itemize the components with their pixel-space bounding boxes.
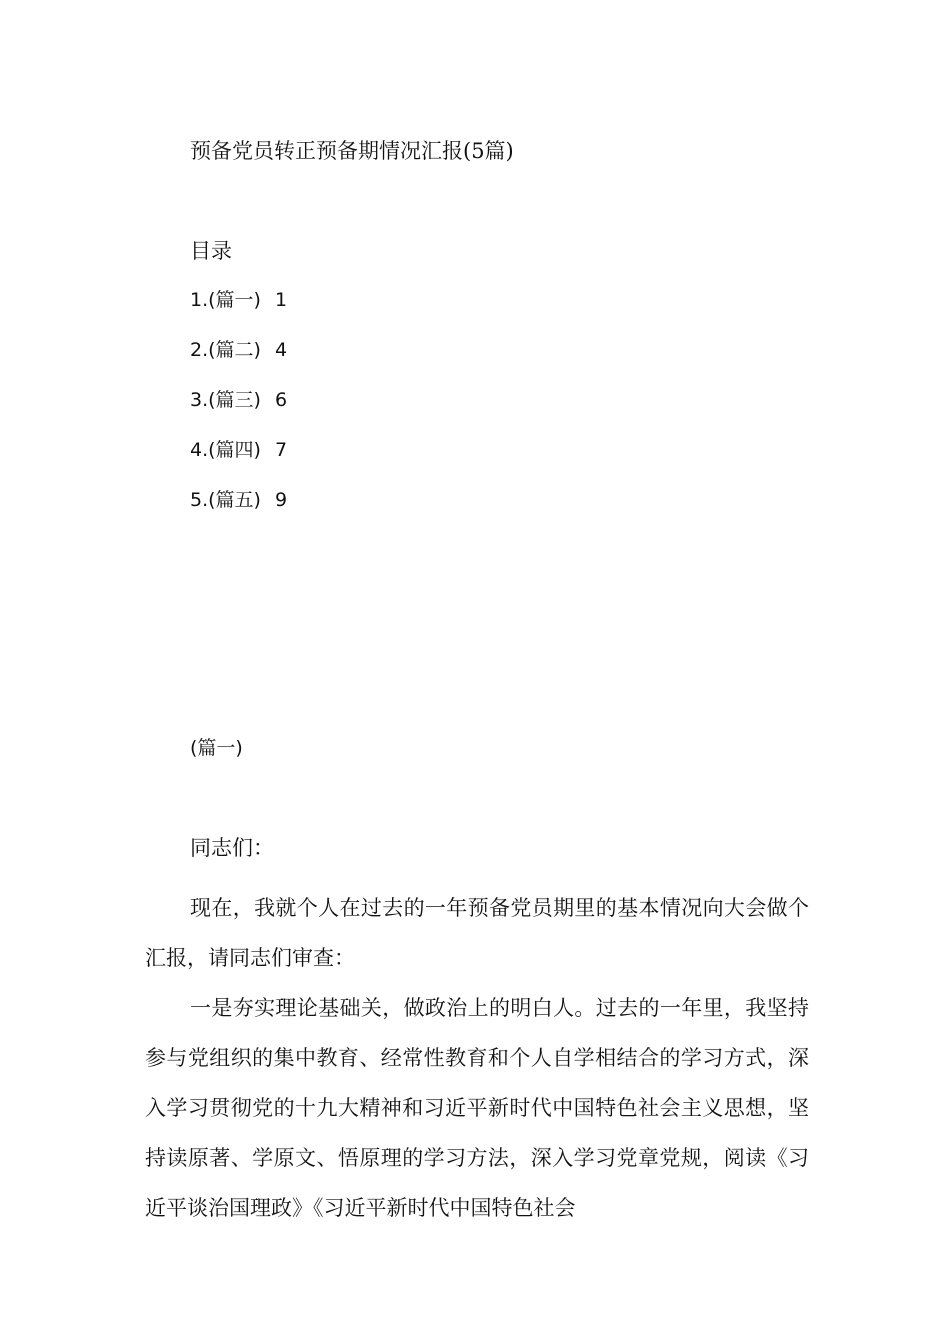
document-title: 预备党员转正预备期情况汇报(5篇) [190, 139, 514, 163]
toc-item-page: 6 [274, 389, 288, 411]
body-paragraph: 一是夯实理论基础关，做政治上的明白人。过去的一年里，我坚持参与党组织的集中教育、经常性教育和个人自学相结合的学习方式，深入学习贯彻党的十九大精神和习近平新时代中国特色社会主义思想，坚持读原著、学原文、悟原理的学习方法，深入学习党章党规，阅读《习近平谈治国理政》《习近平新时代中国特色社会 [145, 996, 809, 1220]
toc-heading: 目录 [190, 239, 232, 263]
toc-item[interactable] [190, 385, 287, 435]
body-paragraph: 现在，我就个人在过去的一年预备党员期里的基本情况向大会做个汇报，请同志们审查： [145, 896, 809, 970]
salutation: 同志们： [190, 836, 274, 860]
toc-item-label: 4.(篇四) [190, 439, 261, 461]
toc-item-page: 4 [274, 339, 288, 361]
toc-item-label: 3.(篇三) [190, 389, 261, 411]
toc-item-label: 1.(篇一) [190, 289, 261, 311]
toc-item[interactable] [190, 435, 287, 485]
section-body [145, 883, 809, 1233]
toc-item-label: 5.(篇五) [190, 489, 261, 511]
toc-item-page: 9 [274, 489, 288, 511]
toc-item[interactable] [190, 485, 287, 535]
toc-item-page: 7 [274, 439, 288, 461]
toc-item[interactable] [190, 335, 287, 385]
section-heading: (篇一) [190, 737, 243, 759]
toc-item-label: 2.(篇二) [190, 339, 261, 361]
table-of-contents [190, 285, 287, 535]
toc-item-page: 1 [274, 289, 288, 311]
toc-item[interactable] [190, 285, 287, 335]
